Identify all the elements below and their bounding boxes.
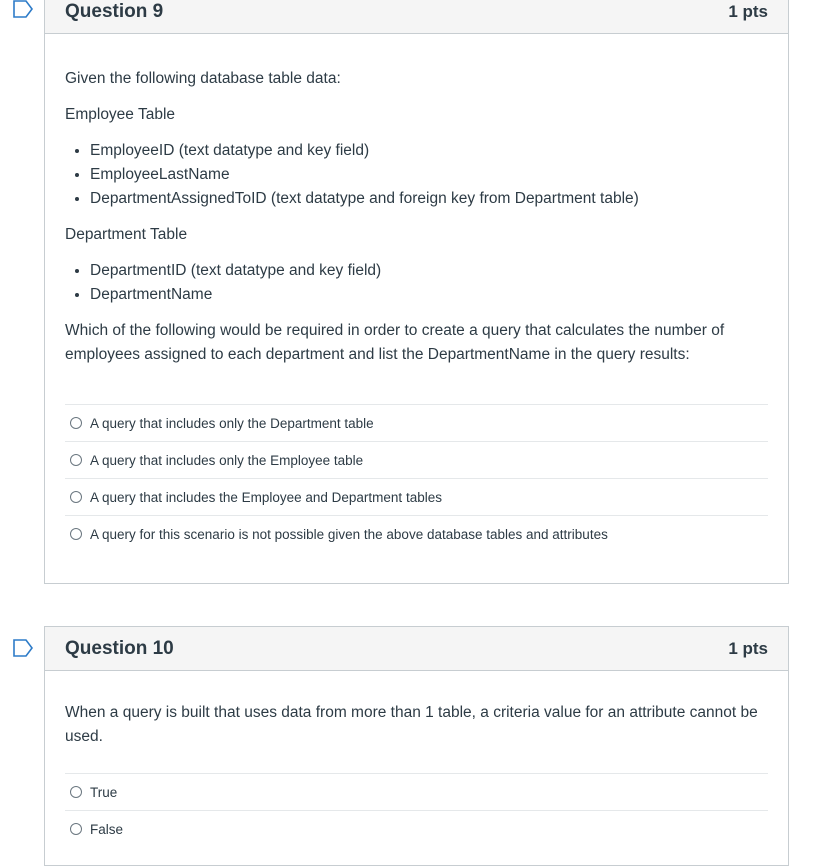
question-prompt: When a query is built that uses data from more than 1 table, a criteria value for an attribute cannot be used. (65, 704, 758, 745)
question-prompt: Which of the following would be required in order to create a query that calculates the number of employees assigned to each department and list the DepartmentName in the query results: (65, 322, 725, 363)
employee-table-heading: Employee Table (65, 106, 176, 123)
list-item: • EmployeeLastName (90, 163, 768, 187)
answer-label[interactable]: True (90, 784, 118, 800)
list-item: • DepartmentName (90, 283, 768, 307)
answer-label[interactable]: A query that includes only the Department table (90, 415, 374, 431)
answer-option-true[interactable] (65, 773, 768, 810)
question-intro: Given the following database table data: (65, 70, 341, 87)
list-item: • DepartmentAssignedToID (text datatype and foreign key from Department table) (90, 187, 768, 211)
answer-label[interactable]: A query that includes the Employee and Department tables (90, 489, 442, 505)
radio-button[interactable] (70, 528, 82, 540)
employee-field-list (65, 139, 768, 211)
department-table-heading: Department Table (65, 226, 188, 243)
radio-button[interactable] (70, 454, 82, 466)
answer-list (65, 773, 768, 847)
answer-option-false[interactable] (65, 810, 768, 847)
answer-label[interactable]: A query for this scenario is not possible given the above database tables and attributes (90, 526, 608, 542)
radio-button[interactable] (70, 786, 82, 798)
list-item: • EmployeeID (text datatype and key field) (90, 139, 768, 163)
answer-option-3[interactable] (65, 478, 768, 515)
answer-label[interactable]: A query that includes only the Employee table (90, 452, 364, 468)
list-item: • DepartmentID (text datatype and key field) (90, 259, 768, 283)
radio-button[interactable] (70, 823, 82, 835)
answer-list (65, 404, 768, 552)
radio-button[interactable] (70, 417, 82, 429)
answer-option-2[interactable] (65, 441, 768, 478)
question-title: Question 9 (65, 0, 164, 22)
flag-question-icon[interactable] (12, 639, 34, 657)
question-header (45, 627, 788, 671)
department-field-list (65, 259, 768, 307)
question-title: Question 10 (65, 637, 174, 659)
question-text (65, 34, 768, 367)
answer-option-4[interactable] (65, 515, 768, 552)
radio-button[interactable] (70, 491, 82, 503)
question-9-card (44, 0, 789, 584)
question-10-card (44, 626, 789, 866)
answer-label[interactable]: False (90, 821, 124, 837)
question-points: 1 pts (728, 638, 768, 658)
question-points: 1 pts (728, 1, 768, 21)
flag-question-icon[interactable] (12, 0, 34, 18)
answer-option-1[interactable] (65, 404, 768, 441)
question-header (45, 0, 788, 34)
question-text (65, 671, 768, 749)
